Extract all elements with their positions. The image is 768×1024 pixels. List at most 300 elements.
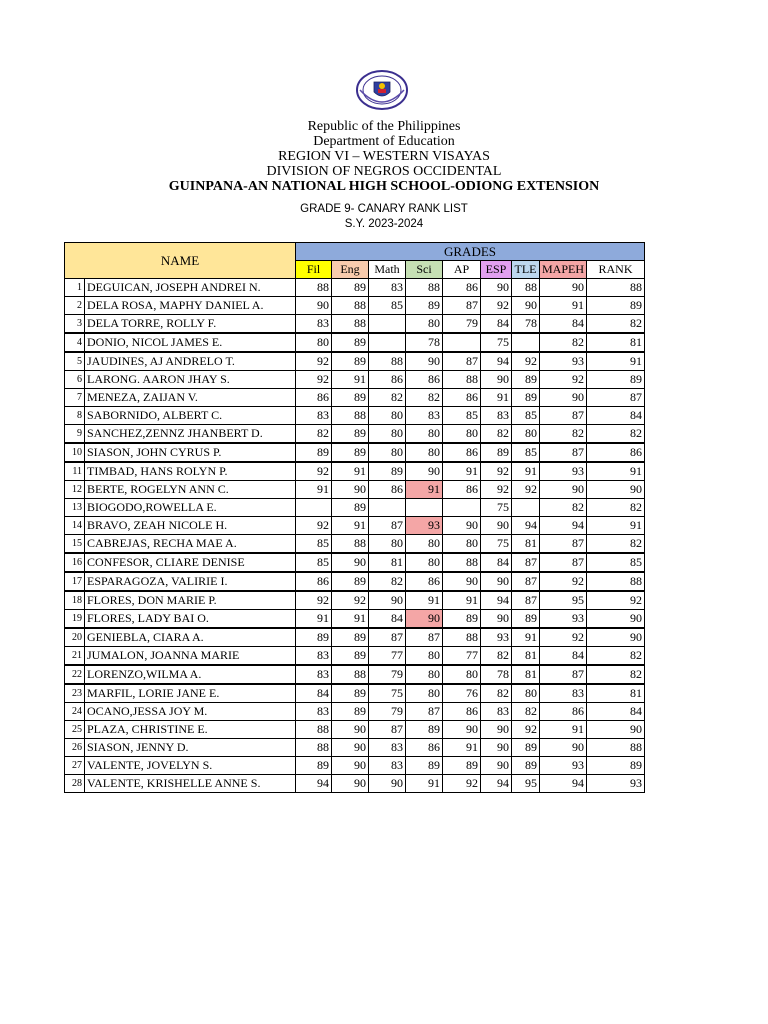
grade-sci: 87 <box>406 703 443 721</box>
student-name: JAUDINES, AJ ANDRELO T. <box>85 352 296 371</box>
grade-mapeh: 82 <box>540 425 587 444</box>
grade-mapeh: 92 <box>540 371 587 389</box>
rank-list-table <box>64 242 645 793</box>
grade-sci: 78 <box>406 333 443 352</box>
grade-fil: 85 <box>296 535 332 554</box>
row-number: 23 <box>65 684 85 703</box>
grade-math: 82 <box>369 389 406 407</box>
grade-sci: 80 <box>406 553 443 572</box>
student-name: VALENTE, KRISHELLE ANNE S. <box>85 775 296 793</box>
grade-ap: 76 <box>443 684 481 703</box>
grade-tle: 95 <box>512 775 540 793</box>
grade-fil: 86 <box>296 389 332 407</box>
grade-math: 81 <box>369 553 406 572</box>
table-row <box>65 333 645 352</box>
grade-fil: 83 <box>296 315 332 334</box>
grade-eng: 90 <box>332 721 369 739</box>
student-name: DELA ROSA, MAPHY DANIEL A. <box>85 297 296 315</box>
row-number: 2 <box>65 297 85 315</box>
grade-math: 90 <box>369 775 406 793</box>
grade-tle: 78 <box>512 315 540 334</box>
grade-fil: 92 <box>296 352 332 371</box>
grade-rank: 88 <box>587 739 645 757</box>
grade-esp: 93 <box>481 628 512 647</box>
grade-ap: 86 <box>443 389 481 407</box>
grade-ap <box>443 333 481 352</box>
row-number: 15 <box>65 535 85 554</box>
row-number: 17 <box>65 572 85 591</box>
grade-mapeh: 82 <box>540 333 587 352</box>
grade-sci: 90 <box>406 352 443 371</box>
student-name: CONFESOR, CLIARE DENISE <box>85 553 296 572</box>
grade-tle: 91 <box>512 462 540 481</box>
row-number: 22 <box>65 665 85 684</box>
grade-math: 87 <box>369 517 406 535</box>
grade-mapeh: 87 <box>540 535 587 554</box>
grade-sci: 91 <box>406 775 443 793</box>
grade-eng: 88 <box>332 535 369 554</box>
grade-eng: 89 <box>332 703 369 721</box>
grade-fil: 90 <box>296 297 332 315</box>
table-row <box>65 315 645 334</box>
table-row <box>65 775 645 793</box>
grade-eng: 91 <box>332 610 369 629</box>
student-name: TIMBAD, HANS ROLYN P. <box>85 462 296 481</box>
grade-esp: 75 <box>481 499 512 517</box>
grade-fil: 80 <box>296 333 332 352</box>
student-name: SIASON, JOHN CYRUS P. <box>85 443 296 462</box>
grade-math: 80 <box>369 407 406 425</box>
grade-rank: 89 <box>587 757 645 775</box>
table-row <box>65 703 645 721</box>
grade-ap: 91 <box>443 591 481 610</box>
grade-math: 80 <box>369 425 406 444</box>
table-row <box>65 499 645 517</box>
document-header <box>0 119 768 195</box>
grade-mapeh: 93 <box>540 352 587 371</box>
grade-mapeh: 90 <box>540 739 587 757</box>
grade-ap: 80 <box>443 425 481 444</box>
grade-rank: 81 <box>587 684 645 703</box>
grade-esp: 78 <box>481 665 512 684</box>
grade-rank: 82 <box>587 425 645 444</box>
grade-esp: 92 <box>481 297 512 315</box>
grade-fil: 94 <box>296 775 332 793</box>
grade-math <box>369 315 406 334</box>
grade-eng: 89 <box>332 647 369 666</box>
grade-rank: 85 <box>587 553 645 572</box>
grade-math <box>369 499 406 517</box>
table-row <box>65 610 645 629</box>
student-name: GENIEBLA, CIARA A. <box>85 628 296 647</box>
grade-mapeh: 87 <box>540 407 587 425</box>
grade-sci: 90 <box>406 610 443 629</box>
table-row <box>65 628 645 647</box>
grade-rank: 90 <box>587 721 645 739</box>
grade-eng: 89 <box>332 443 369 462</box>
grade-ap: 90 <box>443 572 481 591</box>
grade-ap: 86 <box>443 703 481 721</box>
division-line: DIVISION OF NEGROS OCCIDENTAL <box>266 164 502 179</box>
grade-tle: 81 <box>512 647 540 666</box>
grade-esp: 75 <box>481 535 512 554</box>
grade-math: 82 <box>369 572 406 591</box>
grade-sci: 80 <box>406 443 443 462</box>
grade-math: 79 <box>369 703 406 721</box>
grade-math: 85 <box>369 297 406 315</box>
row-number: 12 <box>65 481 85 499</box>
grade-fil: 89 <box>296 628 332 647</box>
grade-tle: 89 <box>512 739 540 757</box>
table-row <box>65 279 645 297</box>
row-number: 10 <box>65 443 85 462</box>
grade-esp: 90 <box>481 572 512 591</box>
grade-fil: 92 <box>296 591 332 610</box>
grade-math: 83 <box>369 739 406 757</box>
row-number: 13 <box>65 499 85 517</box>
grade-esp: 90 <box>481 610 512 629</box>
grade-eng: 89 <box>332 352 369 371</box>
grade-mapeh: 84 <box>540 315 587 334</box>
grade-mapeh: 91 <box>540 297 587 315</box>
row-number: 1 <box>65 279 85 297</box>
department-line: Department of Education <box>313 134 455 149</box>
grade-mapeh: 84 <box>540 647 587 666</box>
grade-sci: 80 <box>406 535 443 554</box>
row-number: 16 <box>65 553 85 572</box>
row-number: 8 <box>65 407 85 425</box>
grade-esp: 94 <box>481 591 512 610</box>
grade-eng: 91 <box>332 371 369 389</box>
grade-ap: 89 <box>443 757 481 775</box>
student-name: BERTE, ROGELYN ANN C. <box>85 481 296 499</box>
grade-tle: 92 <box>512 352 540 371</box>
grade-tle: 89 <box>512 610 540 629</box>
student-name: MENEZA, ZAIJAN V. <box>85 389 296 407</box>
grade-ap: 88 <box>443 371 481 389</box>
grade-ap: 86 <box>443 481 481 499</box>
grade-esp: 75 <box>481 333 512 352</box>
table-row <box>65 553 645 572</box>
grade-esp: 84 <box>481 553 512 572</box>
subject-header-fil: Fil <box>296 261 332 279</box>
table-row <box>65 665 645 684</box>
grades-column-header: GRADES <box>296 243 645 261</box>
grade-esp: 90 <box>481 279 512 297</box>
grade-ap: 90 <box>443 517 481 535</box>
grade-esp: 94 <box>481 352 512 371</box>
grade-tle: 85 <box>512 443 540 462</box>
subject-header-rank: RANK <box>587 261 645 279</box>
grade-tle: 82 <box>512 703 540 721</box>
grade-ap: 80 <box>443 535 481 554</box>
row-number: 27 <box>65 757 85 775</box>
grade-esp: 90 <box>481 757 512 775</box>
grade-eng: 89 <box>332 333 369 352</box>
grade-esp: 82 <box>481 684 512 703</box>
grade-rank: 92 <box>587 591 645 610</box>
student-name: LARONG. AARON JHAY S. <box>85 371 296 389</box>
grade-mapeh: 92 <box>540 628 587 647</box>
table-row <box>65 591 645 610</box>
grade-mapeh: 82 <box>540 499 587 517</box>
grade-tle <box>512 499 540 517</box>
grade-eng: 88 <box>332 407 369 425</box>
grade-tle: 89 <box>512 757 540 775</box>
grade-eng: 89 <box>332 279 369 297</box>
grade-rank: 88 <box>587 279 645 297</box>
table-row <box>65 647 645 666</box>
grade-tle: 88 <box>512 279 540 297</box>
grade-ap: 87 <box>443 352 481 371</box>
grade-eng: 90 <box>332 481 369 499</box>
grade-esp: 83 <box>481 407 512 425</box>
grade-ap: 85 <box>443 407 481 425</box>
row-number: 21 <box>65 647 85 666</box>
list-heading <box>0 202 768 232</box>
grade-rank: 89 <box>587 297 645 315</box>
school-year: S.Y. 2023-2024 <box>344 218 424 230</box>
grade-tle: 89 <box>512 371 540 389</box>
grade-rank: 82 <box>587 535 645 554</box>
grade-esp: 82 <box>481 425 512 444</box>
student-name: SIASON, JENNY D. <box>85 739 296 757</box>
grade-fil: 83 <box>296 647 332 666</box>
grade-sci: 91 <box>406 481 443 499</box>
subject-header-eng: Eng <box>332 261 369 279</box>
grade-esp: 90 <box>481 739 512 757</box>
grade-tle: 91 <box>512 628 540 647</box>
grade-eng: 91 <box>332 517 369 535</box>
grade-fil: 92 <box>296 462 332 481</box>
grade-rank: 86 <box>587 443 645 462</box>
student-name: DELA TORRE, ROLLY F. <box>85 315 296 334</box>
grade-eng: 89 <box>332 389 369 407</box>
grade-esp: 90 <box>481 371 512 389</box>
grade-math: 84 <box>369 610 406 629</box>
grade-fil: 83 <box>296 665 332 684</box>
grade-math: 80 <box>369 535 406 554</box>
grade-fil <box>296 499 332 517</box>
deped-seal-logo <box>356 70 408 110</box>
grade-mapeh: 93 <box>540 610 587 629</box>
grade-mapeh: 90 <box>540 279 587 297</box>
grade-rank: 89 <box>587 371 645 389</box>
table-row <box>65 757 645 775</box>
student-name: DEGUICAN, JOSEPH ANDREI N. <box>85 279 296 297</box>
grade-math: 80 <box>369 443 406 462</box>
grade-fil: 92 <box>296 517 332 535</box>
grade-ap: 86 <box>443 279 481 297</box>
table-row <box>65 572 645 591</box>
grade-rank: 91 <box>587 517 645 535</box>
grade-eng: 88 <box>332 315 369 334</box>
grade-sci: 86 <box>406 572 443 591</box>
grade-esp: 84 <box>481 315 512 334</box>
grade-rank: 90 <box>587 628 645 647</box>
student-name: BIOGODO,ROWELLA E. <box>85 499 296 517</box>
grade-eng: 90 <box>332 757 369 775</box>
grade-math: 88 <box>369 352 406 371</box>
grade-ap: 87 <box>443 297 481 315</box>
table-row <box>65 297 645 315</box>
grade-rank: 91 <box>587 462 645 481</box>
grade-esp: 92 <box>481 481 512 499</box>
subject-header-tle: TLE <box>512 261 540 279</box>
name-column-header: NAME <box>65 243 296 279</box>
grade-tle: 80 <box>512 684 540 703</box>
grade-math: 83 <box>369 279 406 297</box>
row-number: 6 <box>65 371 85 389</box>
grade-math: 89 <box>369 462 406 481</box>
student-name: DONIO, NICOL JAMES E. <box>85 333 296 352</box>
grade-mapeh: 94 <box>540 775 587 793</box>
table-row <box>65 443 645 462</box>
grade-math: 87 <box>369 628 406 647</box>
grade-ap <box>443 499 481 517</box>
grade-mapeh: 93 <box>540 757 587 775</box>
grade-mapeh: 87 <box>540 443 587 462</box>
grade-eng: 92 <box>332 591 369 610</box>
grade-ap: 90 <box>443 721 481 739</box>
grade-fil: 83 <box>296 407 332 425</box>
grade-rank: 90 <box>587 481 645 499</box>
grade-eng: 88 <box>332 665 369 684</box>
grade-mapeh: 93 <box>540 462 587 481</box>
grade-rank: 82 <box>587 499 645 517</box>
table-row <box>65 684 645 703</box>
grade-eng: 91 <box>332 462 369 481</box>
grade-fil: 85 <box>296 553 332 572</box>
row-number: 7 <box>65 389 85 407</box>
grade-fil: 86 <box>296 572 332 591</box>
grade-math: 90 <box>369 591 406 610</box>
grade-esp: 90 <box>481 517 512 535</box>
grade-sci: 89 <box>406 721 443 739</box>
republic-line: Republic of the Philippines <box>307 119 461 134</box>
grade-sci: 89 <box>406 297 443 315</box>
grade-mapeh: 91 <box>540 721 587 739</box>
student-rows <box>65 279 645 793</box>
list-title: GRADE 9- CANARY RANK LIST <box>300 203 468 215</box>
table-row <box>65 481 645 499</box>
grade-sci: 89 <box>406 757 443 775</box>
student-name: FLORES, DON MARIE P. <box>85 591 296 610</box>
grade-rank: 84 <box>587 703 645 721</box>
grade-sci: 80 <box>406 647 443 666</box>
grade-sci: 80 <box>406 684 443 703</box>
grade-tle: 85 <box>512 407 540 425</box>
grade-sci: 83 <box>406 407 443 425</box>
grade-math: 75 <box>369 684 406 703</box>
region-line: REGION VI – WESTERN VISAYAS <box>278 149 490 164</box>
row-number: 4 <box>65 333 85 352</box>
grade-fil: 88 <box>296 739 332 757</box>
grade-tle: 94 <box>512 517 540 535</box>
grade-rank: 82 <box>587 647 645 666</box>
grade-eng: 90 <box>332 553 369 572</box>
grade-mapeh: 92 <box>540 572 587 591</box>
grade-rank: 81 <box>587 333 645 352</box>
grade-ap: 91 <box>443 739 481 757</box>
subject-header-mapeh: MAPEH <box>540 261 587 279</box>
table-row <box>65 462 645 481</box>
grade-tle: 89 <box>512 389 540 407</box>
row-number: 18 <box>65 591 85 610</box>
grade-tle: 90 <box>512 297 540 315</box>
grade-math: 83 <box>369 757 406 775</box>
grade-fil: 92 <box>296 371 332 389</box>
grade-rank: 91 <box>587 352 645 371</box>
grade-math <box>369 333 406 352</box>
row-number: 25 <box>65 721 85 739</box>
grade-rank: 82 <box>587 315 645 334</box>
table-row <box>65 721 645 739</box>
grade-tle: 92 <box>512 481 540 499</box>
grade-tle: 81 <box>512 665 540 684</box>
grade-ap: 91 <box>443 462 481 481</box>
row-number: 9 <box>65 425 85 444</box>
grade-math: 79 <box>369 665 406 684</box>
table-row <box>65 739 645 757</box>
grade-fil: 84 <box>296 684 332 703</box>
student-name: LORENZO,WILMA A. <box>85 665 296 684</box>
grade-tle <box>512 333 540 352</box>
grade-sci: 88 <box>406 279 443 297</box>
grade-eng: 88 <box>332 297 369 315</box>
grade-eng: 89 <box>332 425 369 444</box>
grade-sci: 86 <box>406 739 443 757</box>
student-name: SANCHEZ,ZENNZ JHANBERT D. <box>85 425 296 444</box>
grade-esp: 91 <box>481 389 512 407</box>
subject-header-ap: AP <box>443 261 481 279</box>
grade-ap: 88 <box>443 628 481 647</box>
table-row <box>65 425 645 444</box>
grade-rank: 84 <box>587 407 645 425</box>
grade-fil: 91 <box>296 481 332 499</box>
grade-fil: 88 <box>296 279 332 297</box>
grade-rank: 87 <box>587 389 645 407</box>
grade-fil: 82 <box>296 425 332 444</box>
student-name: OCANO,JESSA JOY M. <box>85 703 296 721</box>
grade-mapeh: 95 <box>540 591 587 610</box>
row-number: 14 <box>65 517 85 535</box>
grade-tle: 87 <box>512 553 540 572</box>
grade-sci: 90 <box>406 462 443 481</box>
grade-math: 86 <box>369 371 406 389</box>
grade-sci: 80 <box>406 665 443 684</box>
grade-fil: 88 <box>296 721 332 739</box>
grade-fil: 89 <box>296 757 332 775</box>
row-number: 19 <box>65 610 85 629</box>
grade-sci: 80 <box>406 315 443 334</box>
table-row <box>65 352 645 371</box>
row-number: 24 <box>65 703 85 721</box>
grade-tle: 92 <box>512 721 540 739</box>
grade-sci: 93 <box>406 517 443 535</box>
grade-math: 77 <box>369 647 406 666</box>
grade-mapeh: 86 <box>540 703 587 721</box>
grade-eng: 90 <box>332 739 369 757</box>
grade-mapeh: 87 <box>540 553 587 572</box>
grade-math: 86 <box>369 481 406 499</box>
table-row <box>65 517 645 535</box>
student-name: SABORNIDO, ALBERT C. <box>85 407 296 425</box>
grade-rank: 90 <box>587 610 645 629</box>
grade-eng: 89 <box>332 628 369 647</box>
grade-sci <box>406 499 443 517</box>
student-name: JUMALON, JOANNA MARIE <box>85 647 296 666</box>
